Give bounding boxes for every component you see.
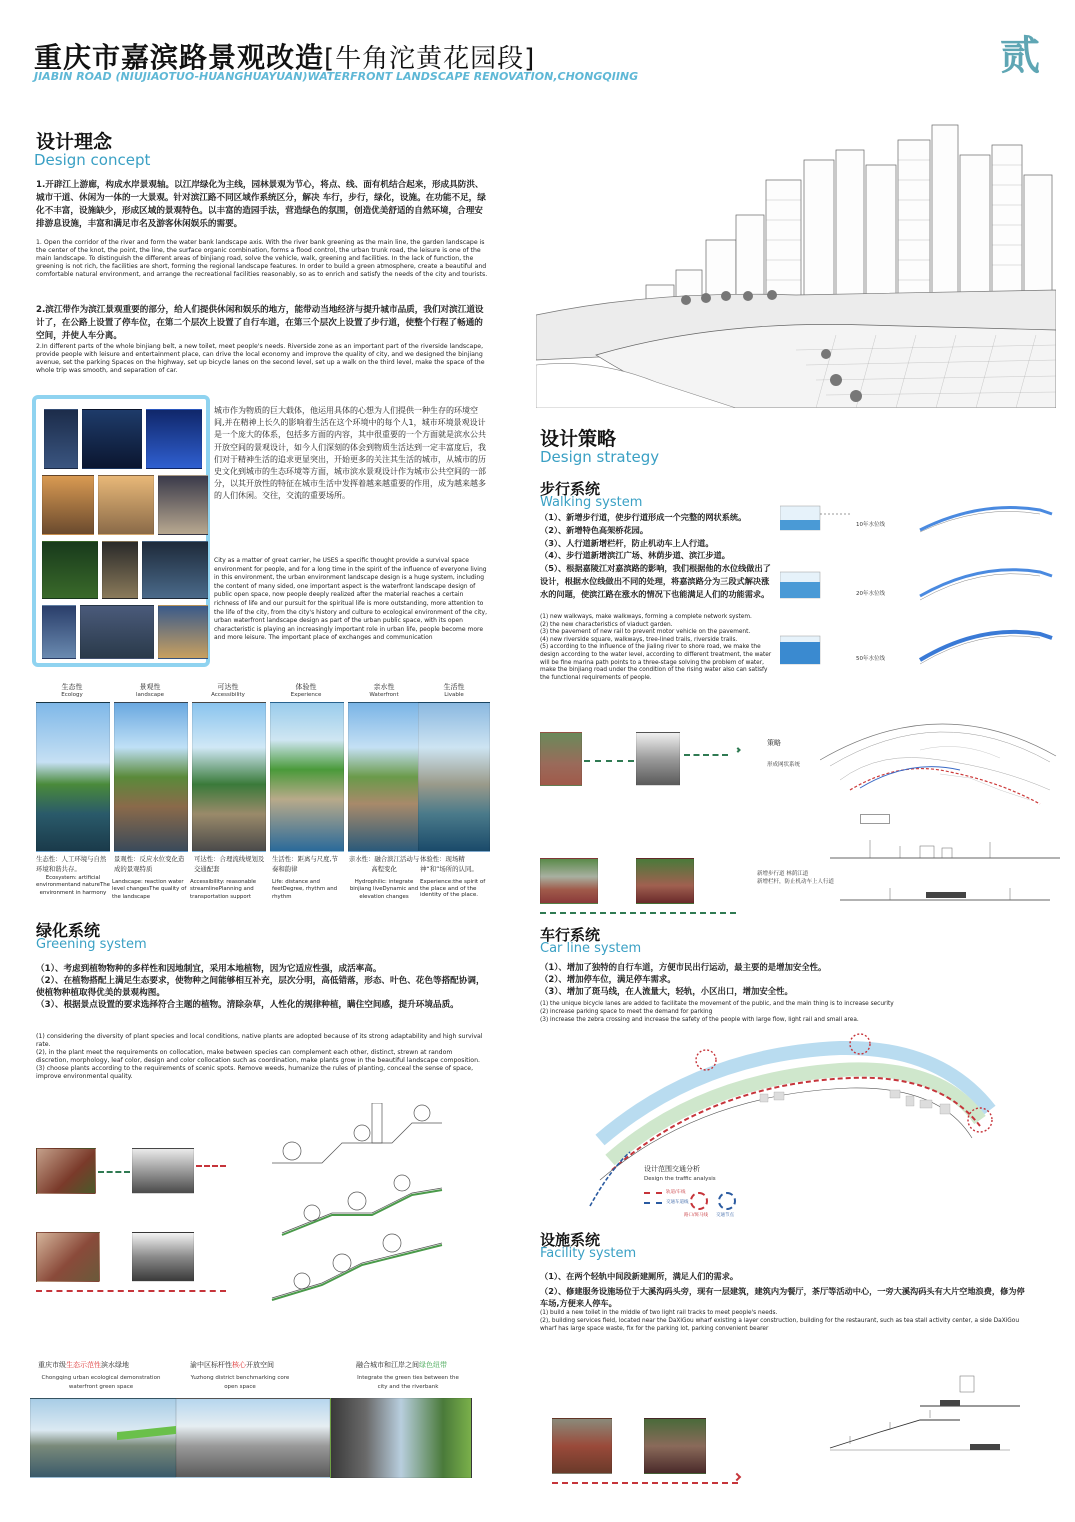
photo-city-night [82, 409, 142, 469]
pillar-2-image [114, 702, 188, 852]
pillar-5-head: 亲水性 Waterfront [369, 683, 399, 698]
photo-waterfront-night [142, 541, 208, 599]
pillar-6-desc-cn: 体验性：现场精神“和”场所的认同。 [420, 855, 478, 873]
legend-label-2: 交通车道线 [666, 1200, 689, 1205]
pillar-4-desc-cn: 生活性：距离与尺度,节奏和韵律 [272, 855, 338, 873]
walking-item-1: （1）、新增步行道，使步行道形成一个完整的网状系统。 [540, 512, 747, 522]
photo-boardwalk [158, 605, 208, 659]
page-number: 贰 [1000, 33, 1040, 79]
greening-photo-slope-2 [36, 1232, 100, 1282]
legend-label-3: 路口/斑马线 [684, 1213, 709, 1218]
facility-photo-wall [552, 1418, 612, 1474]
concept-para2-en: 2.In different parts of the whole binjiang belt, a new toilet, meet people's needs. Riverside zone as an important part of the riverside landscape, provide people with leisure and entertainment place, can drive the local economy and improve the quality of city, and we designed the binjiang avenue, set the parking Spaces on the highway, set up bicycle lanes on the second level, set up a walk on the third level, make the space of the whole trip was smooth, and separation of car. [36, 343, 485, 374]
greening-section-sketches [262, 1103, 448, 1303]
caption-3-en: Integrate the green ties between the city and the riverbank [357, 1375, 459, 1390]
car-title-en: Car line system [540, 941, 642, 956]
water-level-label-10: 10年水位线 [856, 522, 885, 528]
facility-items-cn [540, 1270, 1030, 1309]
walking-arrow-2 [684, 754, 728, 756]
pillar-4-image [270, 702, 344, 852]
concept-para2-cn: 2.滨江带作为滨江景观重要的部分，给人们提供休闲和娱乐的地方，能带动当地经济与提升城市品质，我们对滨江道设计了，在公路上设置了停车位，在第二个层次上设置了自行车道，在第三个层次上设置了步行道，使整个行程了畅通的空间，并使人车分离。 [36, 305, 484, 341]
walking-item-5: （5）、根据嘉陵江对嘉滨路的影响，我们根据他的水位线做出了设计，根据水位线做出不同的处理，将嘉滨路分为三段式解决涨水的问题，使滨江路在涨水的情况下也能满足人们的功能需求。 [540, 563, 771, 599]
greening-items-en: (1) considering the diversity of plant species and local conditions, native plants are adopted because of its strong adaptability and high survival rate. (2), in the plant meet the requirements on collocation, make between species can complement each other, distinct, strewn at random discretion, morphology, leaf color, design and color collocation such as coordination, make plants grow in the beautiful landscape composition. (3) choose plants according to the requirements of scenic spots. Remove weeds, humanize the rules of planting, conceal the sense of space, improve environmental quality. [36, 1033, 483, 1080]
pillar-4-desc-en: Life: distance and feetDegree, rhythm and rhythm [272, 879, 338, 900]
strategy-title-en: Design strategy [540, 448, 660, 466]
greening-photo-trees-bw [132, 1148, 194, 1194]
car-items-cn [540, 961, 1040, 997]
walking-rail-note: 新增步行道 林荫江道 新增栏杆，防止机动车上人行道 [757, 871, 835, 885]
water-level-label-20: 20年水位线 [856, 591, 885, 597]
greening-item-2: （2）、在植物搭配上满足生态要求，使物种之间能够相互补充，层次分明，高低错落，形态、叶色、花色等搭配协调，使植物种植取得优美的景观构图。 [36, 976, 485, 998]
concept-title: 设计理念 [36, 131, 113, 153]
render-green-ties [330, 1398, 472, 1478]
facility-item-2: （2）、修建服务设施场位于大溪沟码头旁，现有一层建筑，建筑内为餐厅，茶厅等活动中心，一旁大溪沟码头有大片空地浪费，修为停车场,方便来人停车。 [540, 1286, 1025, 1308]
walking-strategy-sub: 形成网状系统 [767, 762, 801, 768]
greening-arrow-1 [98, 1171, 130, 1173]
greening-photo-trees-bw-2 [132, 1232, 194, 1282]
water-level-10 [780, 506, 1052, 532]
section-sketch-3 [272, 1234, 442, 1300]
pillar-3-image [192, 702, 266, 852]
strategy-title: 设计策略 [540, 428, 617, 450]
walking-item-4: （4）、步行道新增滨江广场、林荫步道、滨江步道。 [540, 550, 730, 561]
walking-network-plan [820, 700, 1060, 820]
render-waterfront-green [30, 1398, 176, 1478]
concept-para1-cn: 1.开辟江上游廊，构成水岸景观轴。以江岸绿化为主线，园林景观为节心，将点、线、面有机结合起来，形成具防洪、城市干道、休闲为一体的一大景观。针对滨江路不同区域作系统区分，解决 车行，步行，绿化，设施。在功能不足，绿化不丰富，设施缺少，形成区域的景观特色。以丰富的造园手法，营造绿色的氛围，创造优美舒适的自然环境，合理安排游息设施，丰富和满足市名及游客休闲娱乐的需要。 [36, 180, 486, 229]
concept-title-en: Design concept [34, 151, 151, 169]
greening-title-en: Greening system [36, 937, 147, 952]
pillar-3-head: 可达性 Accessibility [211, 683, 245, 698]
greening-title: 绿化系统 [36, 921, 101, 940]
facility-item-1: （1）、在两个轻轨中间段新建厕所，满足人们的需求。 [540, 1271, 739, 1281]
caption-1-en: Chongqing urban ecological demonstration waterfront green space [41, 1375, 161, 1390]
pillar-5-desc-cn: 亲水性：融合滨江活动与高程变化 [348, 855, 420, 873]
pillar-6-desc-en: Experience:the spirit of the place and of the identity of the place. [420, 879, 486, 899]
pillar-4-head: 体验性 Experience [290, 683, 322, 698]
legend-red-line [644, 1192, 662, 1194]
greening-items-cn [36, 963, 486, 1011]
walking-items-cn [540, 511, 776, 601]
photo-blue-lights [146, 409, 202, 469]
photo-bridge-dusk [98, 475, 154, 535]
photo-plaza [42, 605, 76, 659]
walking-photo-path [636, 858, 694, 904]
photo-light-post [102, 541, 138, 599]
water-level-label-50: 50年水位线 [856, 656, 885, 662]
legend-node-red [690, 1192, 708, 1210]
pillar-1-desc-en: Ecosystem: artificial environmentand natureThe environment in harmony [36, 875, 110, 896]
car-item-1: （1）、增加了独特的自行车道，方便市民出行运动，最主要的是增加安全性。 [540, 962, 827, 972]
pillar-1-image [36, 702, 110, 852]
car-items-en: (1) the unique bicycle lanes are added to facilitate the movement of the public, and the main thing is to increase security (2) increase parking space to meet the demand for parking (3) increase the zebra crossing and increase the safety of the people with large flow, light rail and small area. [540, 1001, 894, 1023]
facility-photo-building [644, 1418, 706, 1474]
traffic-legend [644, 1190, 764, 1220]
photo-circular-plaza [80, 605, 154, 659]
facility-title: 设施系统 [540, 1231, 601, 1249]
pillar-2-head: 景观性 landscape [135, 683, 164, 698]
poster-title-en: JIABIN ROAD (NIUJIAOTUO-HUANGHUAYUAN)WATERFRONT LANDSCAPE RENOVATION,CHONGQIING [34, 70, 639, 83]
walking-strategy-label: 策略 [767, 739, 781, 747]
pillar-5-image [348, 702, 422, 852]
legend-label-1: 轨道/车线 [666, 1190, 686, 1195]
car-item-2: （2）、增加停车位，满足停车需求。 [540, 974, 676, 984]
walking-road-section [830, 830, 1060, 910]
greening-item-1: （1）、考虑到植物物种的多样性和因地制宜，采用本地植物，因为它适应性强，成活率高。 [36, 964, 382, 974]
greening-item-3: （3）、根据景点设置的要求选择符合主题的植物。清除杂草，人性化的规律种植，瞒住空间感，提升环境品质。 [36, 1000, 459, 1010]
water-level-50 [780, 632, 1052, 664]
facility-title-en: Facility system [540, 1246, 637, 1261]
walking-detail-marker [860, 814, 890, 824]
pillar-6-head: 生活性 Livable [443, 683, 465, 698]
photo-night-tower [44, 409, 78, 469]
pillar-2-desc-cn: 景观性：反应水位变化造成的景观特质 [114, 855, 185, 873]
poster-title-sub: [牛角沱黄花园段] [324, 44, 536, 74]
walking-items-en: (1) new walkways, make walkways, forming a complete network system. (2) the new characteristics of viaduct garden. (3) the pavement of new rail to prevent motor vehicle on the pavement. (4) new riverside square, walkways, tree-lined trails, riverside trails. (5) according to the influence of the jialing river to shore road, we make the design according to the water level, according to different treatment, the water will be fine marina path points to a three-stage solving the problem of water, make the binjiang road under the condition of the rising water also can satisfy the functional requirements of people. [540, 614, 772, 681]
collage-text-cn: 城市作为物质的巨大载体，他运用具体的心想为人们提供一种生存的环境空间,并在精神上长久的影响着生活在这个环境中的每个人1，城市环境景观设计是一个庞大的体系，包括多方面的内容，其中很重要的一个方面就是滨水公共开放空间的景观设计，如今人们深刻的体会到物质生活达到一定丰富度后，我们对于精神生活的追求更显突出，开始更多的关注其生活的城市，从城市的历史文化到城市的生态环境等方面，城市滨水景观设计作为城市公共空间的一部分，以其开放性的特征在城市生活中发挥着越来越重要的作用，成为越来越多的人们休闲。交往，交流的重要场所。 [214, 406, 486, 501]
traffic-map-title: 设计范围交通分析 [644, 1165, 700, 1173]
car-item-3: （3）、增加了斑马线，在人流量大，轻轨，小区出口，增加安全性。 [540, 986, 793, 996]
water-level-diagrams [780, 500, 1056, 680]
walking-photo-stairs [540, 732, 582, 786]
walking-title: 步行系统 [540, 480, 601, 498]
pillar-1-desc-cn: 生态性：人工环境与自然环境和谐共存。 [36, 855, 107, 873]
legend-blue-line [644, 1202, 662, 1204]
photo-garden-lights [42, 541, 98, 599]
walking-photo-railing [540, 858, 598, 904]
pillar-5-desc-en: Hydrophilic: integrate binjiang liveDynamic and elevation changes [349, 879, 419, 900]
car-title: 车行系统 [540, 926, 601, 944]
photo-collage [32, 395, 210, 667]
greening-photo-slope-before [36, 1148, 96, 1194]
legend-node-blue [718, 1192, 736, 1210]
facility-items-en: (1) build a new toilet in the middle of two light rail tracks to meet people's needs. (2), building services field, located near the DaXiGou wharf existing a layer construction, building for the restaurant, such as tea stall activity center, a side DaXiGou wharf has large space waste, fix for the parking lot, parking convenient bearer [540, 1310, 1019, 1332]
water-level-20 [780, 570, 1052, 600]
pillar-3-desc-en: Accessibility: reasonable streamlinePlanning and transportation support [190, 879, 257, 900]
caption-1: 重庆市级生态示范性滨水绿地 [38, 1361, 129, 1369]
section-sketch-1 [272, 1103, 442, 1163]
caption-2-en: Yuzhong district benchmarking core open space [190, 1375, 290, 1390]
walking-arrow-head [735, 747, 741, 753]
traffic-map [560, 1030, 1010, 1230]
facility-arrow-head [733, 1473, 741, 1481]
pillar-2-desc-en: Landscape: reaction water level changesThe quality of the landscape [112, 879, 187, 900]
photo-sunset-park [42, 475, 94, 535]
pillar-1-head: 生态性 Ecology [61, 683, 83, 698]
traffic-map-title-en: Design the traffic analysis [644, 1176, 716, 1182]
facility-section-sketch [820, 1370, 1020, 1480]
walking-title-en: Walking system [540, 495, 643, 510]
collage-text-en: City as a matter of great carrier, he USES a specific thought provide a survival space environment for people, and for a long time in the spirit of the influence of everyone living in this environment, the urban environment landscape design is a huge system, including the content of many sided, one important aspect is the waterfront landscape design of public open space, now people deeply realized after the material reaches a certain richness of life and our pursuit for the spiritual life is more outstanding, more attention to the life of the city, from the city's history and culture to ecological environment of the city, urban waterfront landscape design as part of the urban public space, with its open characteristic is playing an increasingly important role in urban life, people become more and more leisure. The important place of exchanges and communication [214, 557, 487, 642]
caption-2: 渝中区标杆性核心开放空间 [190, 1361, 274, 1369]
walking-arrow-3 [540, 912, 736, 914]
pillar-3-desc-cn: 可达性：合理流线规划及交通配套 [194, 855, 265, 873]
caption-3: 融合城市和江岸之间绿色纽带 [356, 1361, 447, 1369]
poster-title-cn: 重庆市嘉滨路景观改造 [34, 41, 325, 74]
greening-arrow-3 [36, 1290, 226, 1292]
legend-label-4: 交通节点 [716, 1213, 734, 1218]
pillars-strip [34, 682, 490, 912]
walking-item-3: （3）、人行道新增栏杆，防止机动车上人行道。 [540, 537, 714, 548]
concept-para1-en: 1. Open the corridor of the river and form the water bank landscape axis. With the river bank greening as the main line, the garden landscape is the center of the knot, the point, the line, the surface organic combination, forms a flood control, the urban trunk road, the leisure is one of the main landscape. To distinguish the different areas of binjiang road, solve the vehicle, walk, greening and facilities. In the lack of function, the greening is not rich, the facilities are short, forming the regional landscape features. In order to build a green atmosphere, create a beautiful and comfortable natural environment, and arrange the recreational facilities reasonably, so as to enrich and satisfy the needs of the city and tourists. [36, 239, 488, 278]
render-core-open-space [176, 1398, 330, 1478]
greening-arrow-2 [196, 1165, 226, 1167]
walking-arrow-1 [584, 760, 634, 762]
photo-fountain [158, 475, 208, 535]
walking-item-2: （2）、新增特色高架桥花园。 [540, 524, 649, 535]
pillar-6-image [418, 702, 490, 852]
walking-photo-street-bw [636, 732, 680, 786]
facility-arrow [552, 1482, 738, 1484]
aerial-sketch [536, 120, 1056, 408]
section-sketch-2 [282, 1175, 442, 1235]
